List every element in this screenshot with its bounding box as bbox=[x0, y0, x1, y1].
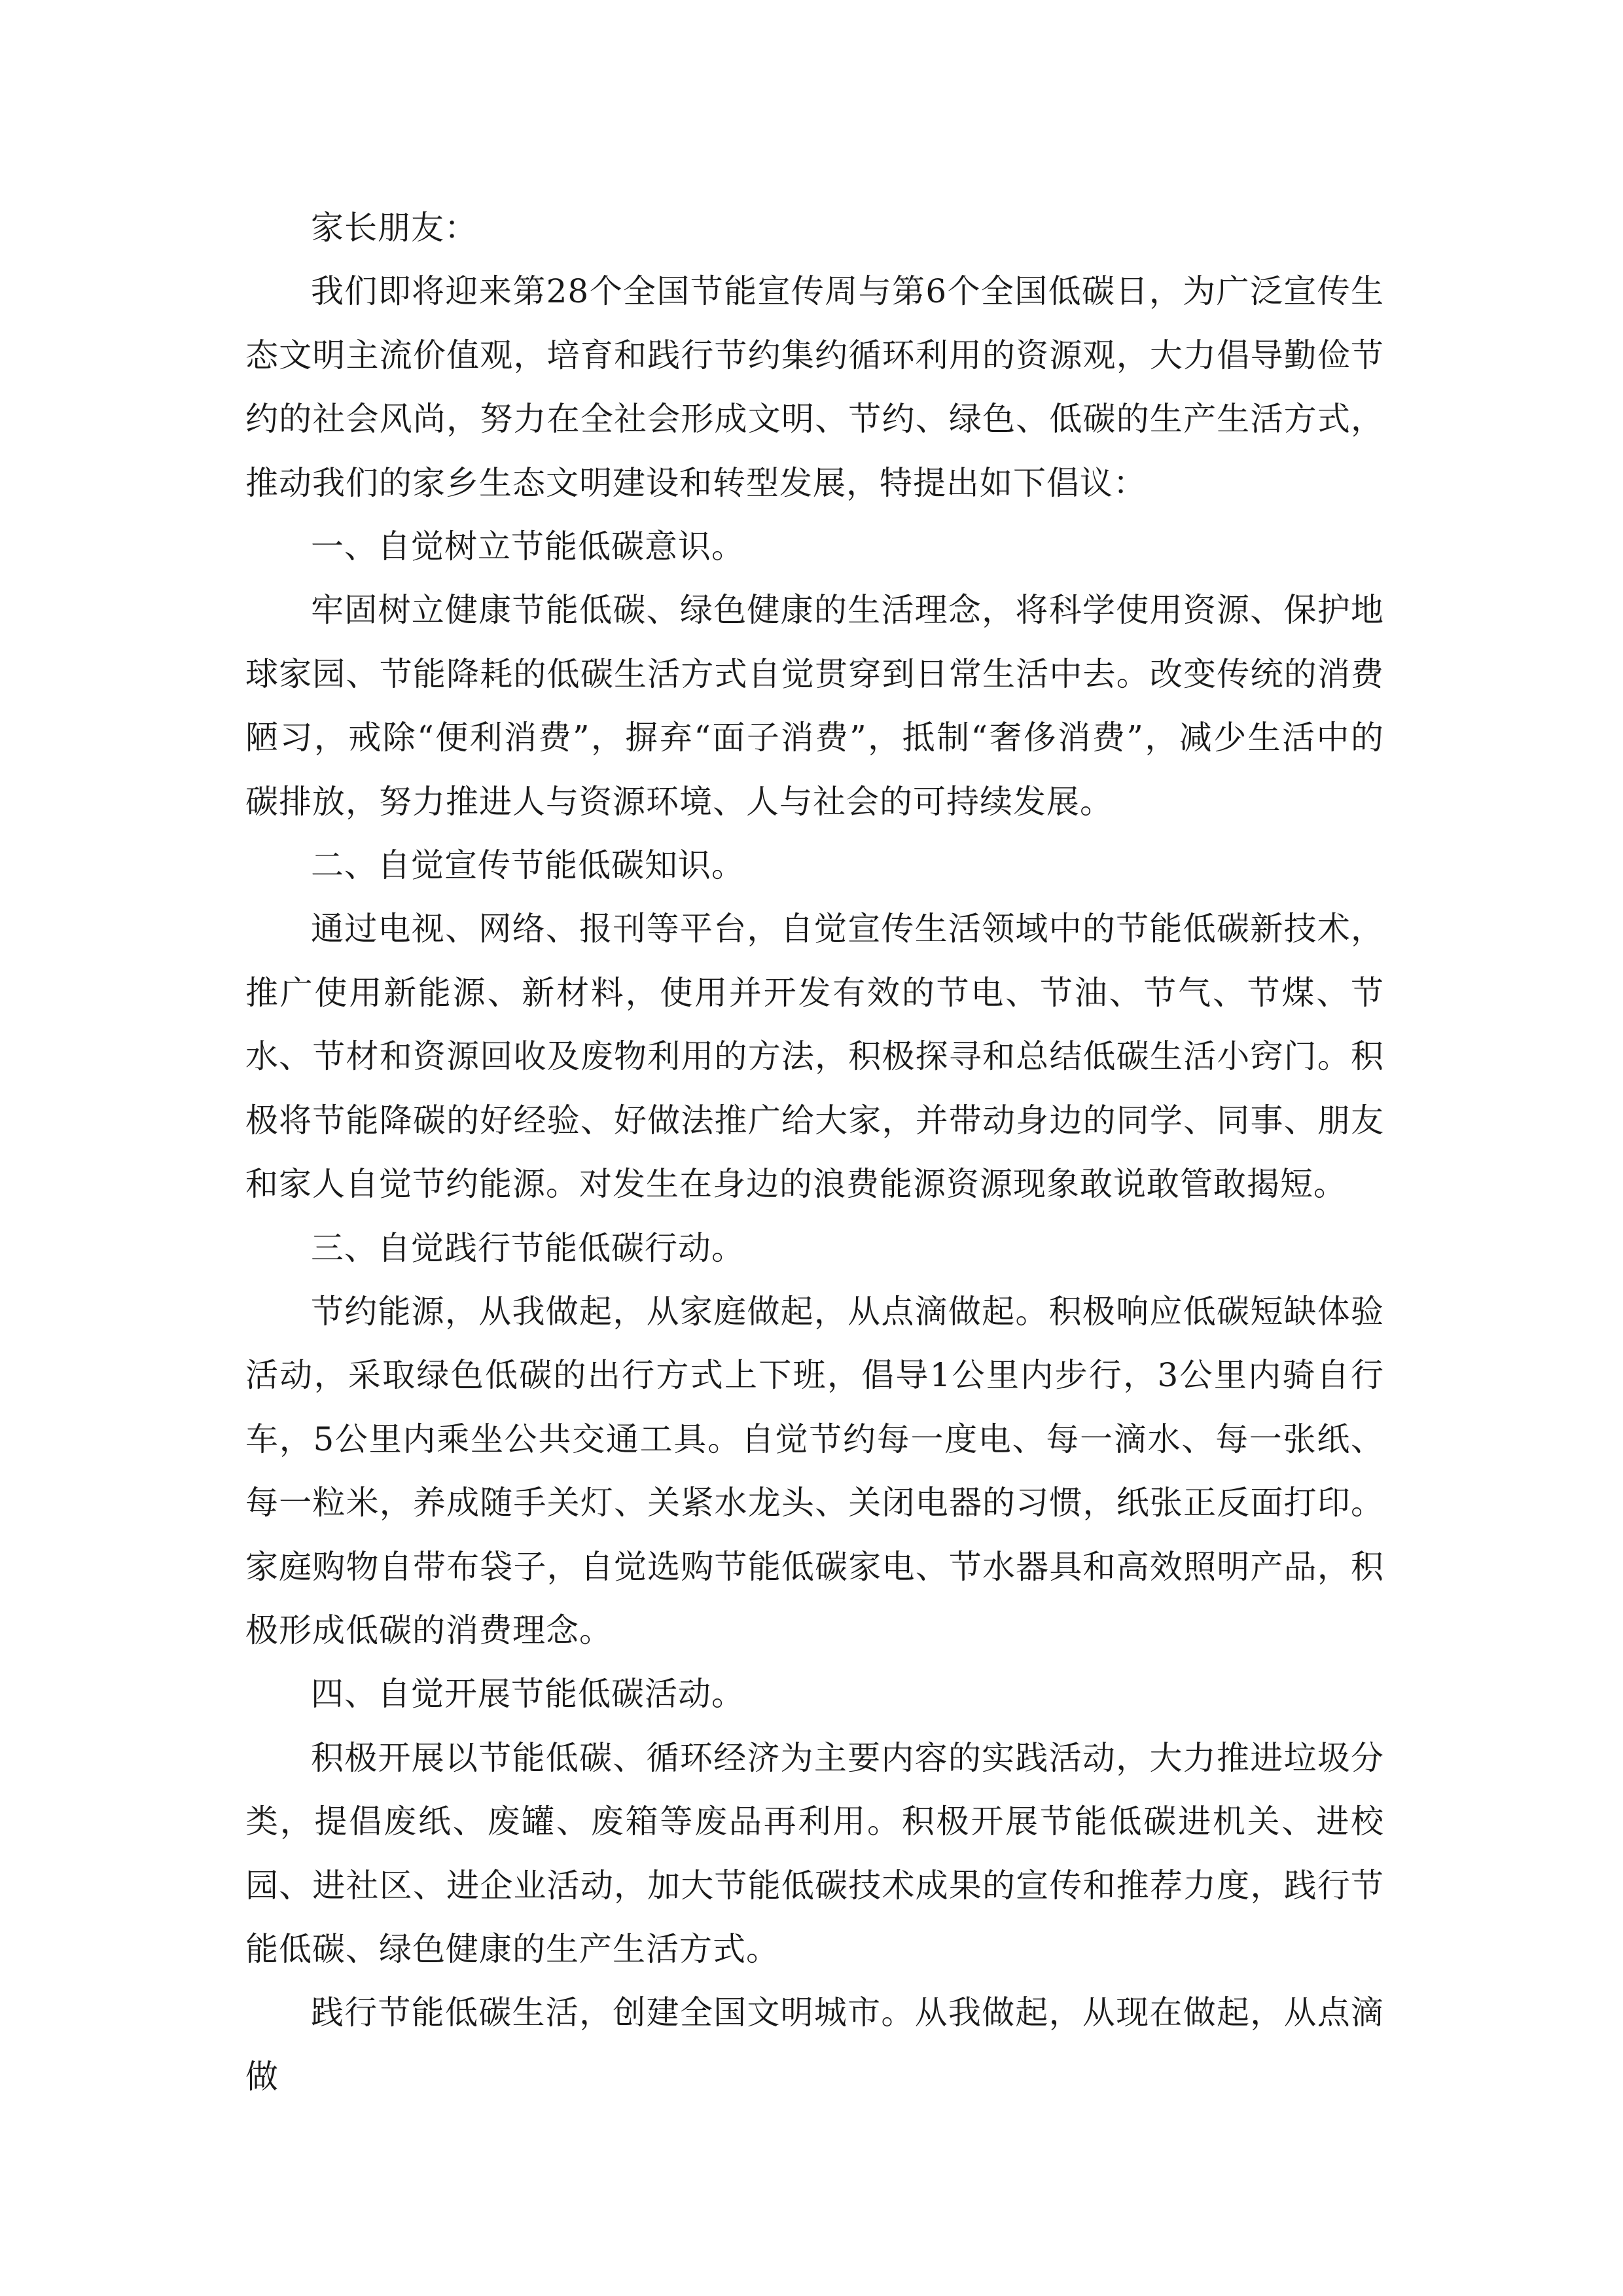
section-heading-3: 三、自觉践行节能低碳行动。 bbox=[311, 1229, 745, 1267]
section-heading-4: 四、自觉开展节能低碳活动。 bbox=[311, 1675, 745, 1713]
section-body-4: 积极开展以节能低碳、循环经济为主要内容的实践活动，大力推进垃圾分类，提倡废纸、废罐、废箱等废品再利用。积极开展节能低碳进机关、进校园、进社区、进企业活动，加大节能低碳技术成果的宣传和推荐力度，践行节能低碳、绿色健康的生产生活方式。 bbox=[245, 1738, 1384, 1968]
section-body-2: 通过电视、网络、报刊等平台，自觉宣传生活领域中的节能低碳新技术，推广使用新能源、新材料，使用并开发有效的节电、节油、节气、节煤、节水、节材和资源回收及废物利用的方法，积极探寻和总结低碳生活小窍门。积极将节能降碳的好经验、好做法推广给大家，并带动身边的同学、同事、朋友和家人自觉节约能源。对发生在身边的浪费能源资源现象敢说敢管敢揭短。 bbox=[245, 910, 1384, 1204]
intro-paragraph: 我们即将迎来第28个全国节能宣传周与第6个全国低碳日，为广泛宣传生态文明主流价值观，培育和践行节约集约循环利用的资源观，大力倡导勤俭节约的社会风尚，努力在全社会形成文明、节约、绿色、低碳的生产生活方式，推动我们的家乡生态文明建设和转型发展，特提出如下倡议： bbox=[245, 272, 1384, 502]
document-body bbox=[245, 196, 1384, 2109]
section-body-1: 牢固树立健康节能低碳、绿色健康的生活理念，将科学使用资源、保护地球家园、节能降耗的低碳生活方式自觉贯穿到日常生活中去。改变传统的消费陋习，戒除“便利消费”，摒弃“面子消费”，抵制“奢侈消费”，减少生活中的碳排放，努力推进人与资源环境、人与社会的可持续发展。 bbox=[245, 591, 1384, 821]
section-heading-2: 二、自觉宣传节能低碳知识。 bbox=[311, 846, 745, 885]
section-heading-1: 一、自觉树立节能低碳意识。 bbox=[311, 528, 745, 566]
closing-paragraph: 践行节能低碳生活，创建全国文明城市。从我做起，从现在做起，从点滴做 bbox=[245, 1994, 1384, 2096]
section-body-3: 节约能源，从我做起，从家庭做起，从点滴做起。积极响应低碳短缺体验活动，采取绿色低碳的出行方式上下班，倡导1公里内步行，3公里内骑自行车，5公里内乘坐公共交通工具。自觉节约每一度电、每一滴水、每一张纸、每一粒米，养成随手关灯、关紧水龙头、关闭电器的习惯，纸张正反面打印。家庭购物自带布袋子，自觉选购节能低碳家电、节水器具和高效照明产品，积极形成低碳的消费理念。 bbox=[245, 1292, 1384, 1649]
salutation: 家长朋友： bbox=[311, 209, 478, 247]
